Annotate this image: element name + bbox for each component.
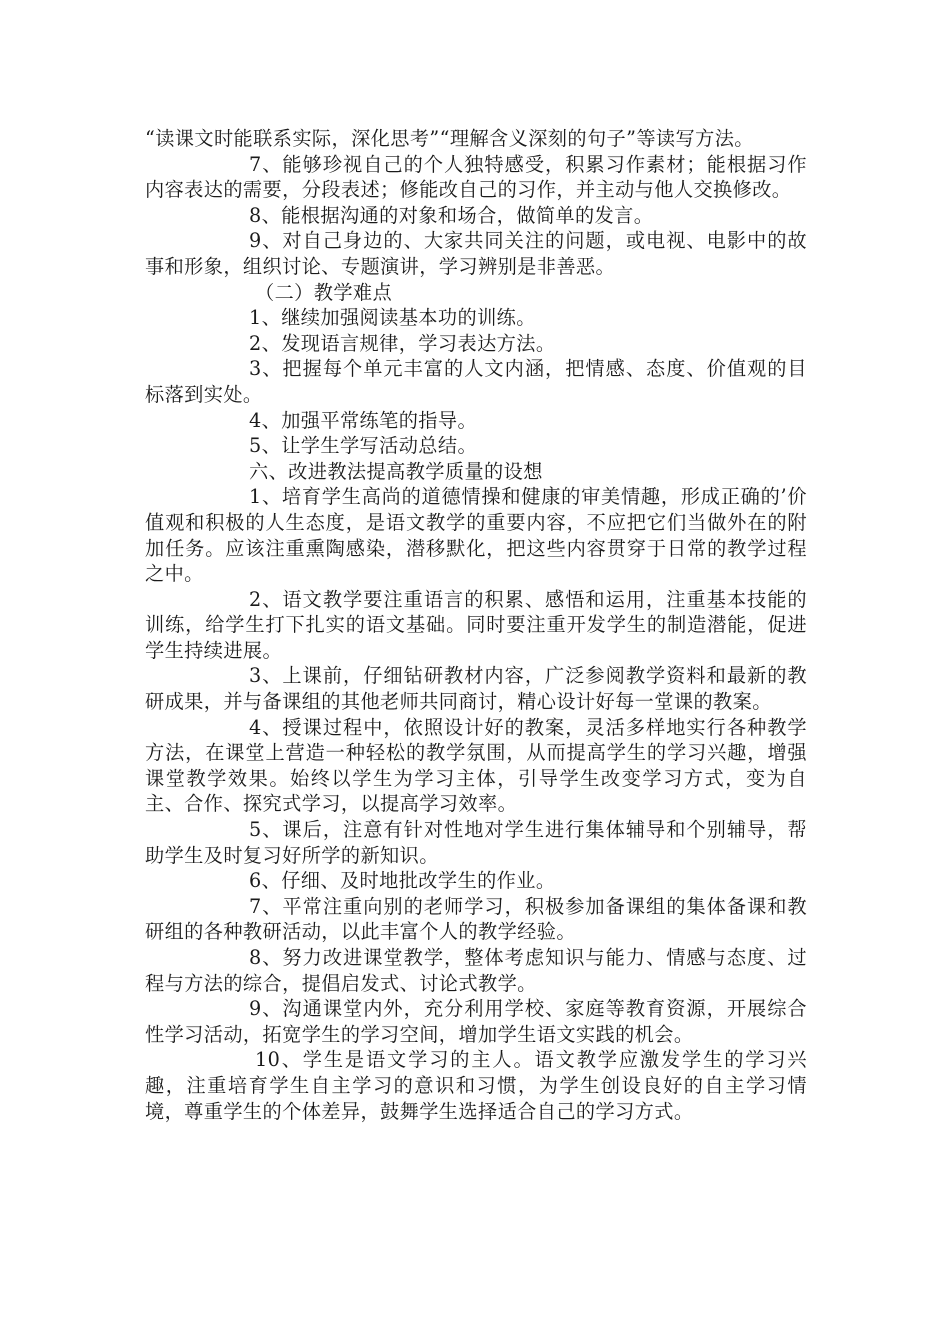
difficulty-item-1: 1、继续加强阅读基本功的训练。 [249,306,536,330]
improvement-item-4: 4、授课过程中，依照设计好的教案，灵活多样地实行各种教学方法，在课堂上营造一种轻松的教学氛围，从而提高学生的学习兴趣，增强课堂教学效果。始终以学生为学习主体，引导学生改变学习方式，变为自主、合作、探究式学习，以提高学习效率。 [145,715,807,816]
difficulty-item-3: 3、把握每个单元丰富的人文内涵，把情感、态度、价值观的目标落到实处。 [145,357,807,406]
improvement-item-9: 9、沟通课堂内外，充分利用学校、家庭等教育资源，开展综合性学习活动，拓宽学生的学习空间，增加学生语文实践的机会。 [145,997,807,1046]
improvement-item-8: 8、努力改进课堂教学，整体考虑知识与能力、情感与态度、过程与方法的综合，提倡启发式、讨论式教学。 [145,946,807,995]
improvement-item-3: 3、上课前，仔细钻研教材内容，广泛参阅教学资料和最新的教研成果，并与备课组的其他老师共同商讨，精心设计好每一堂课的教案。 [145,664,807,714]
improvement-item-7: 7、平常注重向别的老师学习，积极参加备课组的集体备课和教研组的各种教研活动，以此丰富个人的教学经验。 [145,894,807,944]
difficulty-item-5: 5、让学生学写活动总结。 [249,434,478,458]
improvement-item-5: 5、课后，注意有针对性地对学生进行集体辅导和个别辅导，帮助学生及时复习好所学的新知识。 [145,818,807,867]
paragraph-reading-methods: “读课文时能联系实际，深化思考”“理解含义深刻的句子”等读写方法。 [145,127,754,150]
improvement-item-2: 2、语文教学要注重语言的积累、感悟和运用，注重基本技能的训练，给学生打下扎实的语文基础。同时要注重开发学生的制造潜能，促进学生持续进展。 [145,587,807,662]
difficulty-item-4: 4、加强平常练笔的指导。 [249,408,478,432]
difficulty-item-2: 2、发现语言规律，学习表达方法。 [249,331,556,355]
improvement-item-10: 10、学生是语文学习的主人。语文教学应激发学生的学习兴趣，注重培育学生自主学习的意识和习惯，为学生创设良好的自主学习情境，尊重学生的个体差异，鼓舞学生选择适合自己的学习方式。 [145,1048,807,1123]
improvement-item-6: 6、仔细、及时地批改学生的作业。 [249,869,556,893]
paragraph-item-9-discussion: 9、对自己身边的、大家共同关注的问题，或电视、电影中的故事和形象，组织讨论、专题演讲，学习辨别是非善恶。 [145,229,807,278]
section-heading-difficulties: （二）教学难点 [255,280,393,304]
document-body [145,126,807,1124]
improvement-item-1: 1、培育学生高尚的道德情操和健康的审美情趣，形成正确的’价值观和积极的人生态度，是语文教学的重要内容，不应把它们当做外在的附加任务。应该注重熏陶感染，潜移默化，把这些内容贯穿于日常的教学过程之中。 [145,485,807,586]
paragraph-item-8-speaking: 8、能根据沟通的对象和场合，做简单的发言。 [249,203,654,227]
section-heading-improvement: 六、改进教法提高教学质量的设想 [249,459,543,483]
paragraph-item-7-writing: 7、能够珍视自己的个人独特感受，积累习作素材；能根据习作内容表达的需要，分段表述；修能改自己的习作，并主动与他人交换修改。 [145,152,807,202]
